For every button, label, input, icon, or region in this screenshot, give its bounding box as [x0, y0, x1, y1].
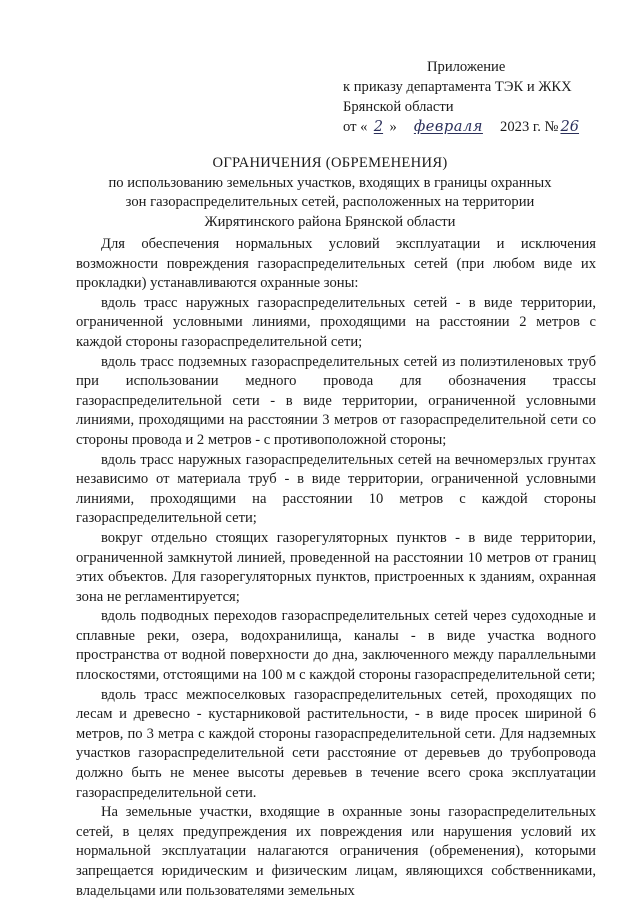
document-body [76, 235, 596, 901]
document-title [50, 154, 610, 232]
title-heading: ОГРАНИЧЕНИЯ (ОБРЕМЕНЕНИЯ) [212, 155, 448, 171]
handwritten-month: февраля [413, 118, 483, 135]
appendix-region-line: Брянской области [343, 99, 454, 115]
paragraph-regulator-points: вокруг отдельно стоящих газорегуляторных пунктов - в виде территории, ограниченной замкнутой линией, проведенной на расстоянии 10 метров от границ этих объектов. Для газорегуляторных пунктов, пристроенных к зданиям, охранная зона не регламентируется; [76, 529, 596, 605]
title-line-2: по использованию земельных участков, входящих в границы охранных [108, 174, 552, 191]
paragraph-permafrost: вдоль трасс наружных газораспределительных сетей на вечномерзлых грунтах независимо от материала труб - в виде территории, ограниченной условными линиями, проходящими на расстоянии 10 метров с каждой стороны газораспределительной сети; [76, 451, 596, 527]
paragraph-underground-networks: вдоль трасс подземных газораспределительных сетей из полиэтиленовых труб при использовании медного провода для обозначения трассы газораспределительной сети - в виде территории, ограниченной условными линиями, проходящими на расстоянии 3 метров от газораспределительной сети со стороны провода и 2 метров - с противоположной стороны; [76, 353, 596, 448]
date-prefix: от « [343, 119, 368, 135]
appendix-order-line: к приказу департамента ТЭК и ЖКХ [343, 79, 572, 95]
paragraph-forest-clearings: вдоль трасс межпоселковых газораспределительных сетей, проходящих по лесам и древесно - кустарниковой растительности, - в виде просек шириной 6 метров, по 3 метра с каждой стороны газораспределительной сети. Для надземных участков газораспределительной сети расстояние от деревьев до трубопровода должно быть не менее высоты деревьев в течение всего срока эксплуатации газораспределительной сети. [76, 686, 596, 801]
title-line-3: зон газораспределительных сетей, расположенных на территории [125, 194, 535, 210]
paragraph-intro: Для обеспечения нормальных условий эксплуатации и исключения возможности повреждения газораспределительных сетей (при любом виде их прокладки) устанавливаются охранные зоны: [76, 236, 596, 292]
paragraph-outdoor-networks: вдоль трасс наружных газораспределительных сетей - в виде территории, ограниченной условными линиями, проходящими на расстоянии 2 метров с каждой стороны газораспределительной сети; [76, 294, 596, 350]
handwritten-day: 2 [373, 118, 384, 135]
date-mid: » [389, 119, 397, 135]
title-line-4: Жирятинского района Брянской области [204, 213, 456, 230]
paragraph-underwater-crossings: вдоль подводных переходов газораспределительных сетей через судоходные и сплавные реки, озера, водохранилища, каналы - в виде участка водного пространства от водной поверхности до дна, заключенного между параллельными плоскостями, отстоящими на 100 м с каждой стороны газораспределительной сети; [76, 608, 596, 684]
paragraph-restrictions: На земельные участки, входящие в охранные зоны газораспределительных сетей, в целях предупреждения их повреждения или нарушения условий их нормальной эксплуатации налагаются ограничения (обременения), которыми запрещается юридическим и физическим лицам, являющихся собственниками, владельцами или пользователями земельных [76, 804, 596, 899]
appendix-date-line [343, 117, 623, 137]
date-suffix: 2023 г. № [500, 119, 559, 135]
handwritten-number: 26 [560, 118, 580, 135]
appendix-title: Приложение [427, 59, 506, 75]
appendix-block [343, 57, 623, 137]
